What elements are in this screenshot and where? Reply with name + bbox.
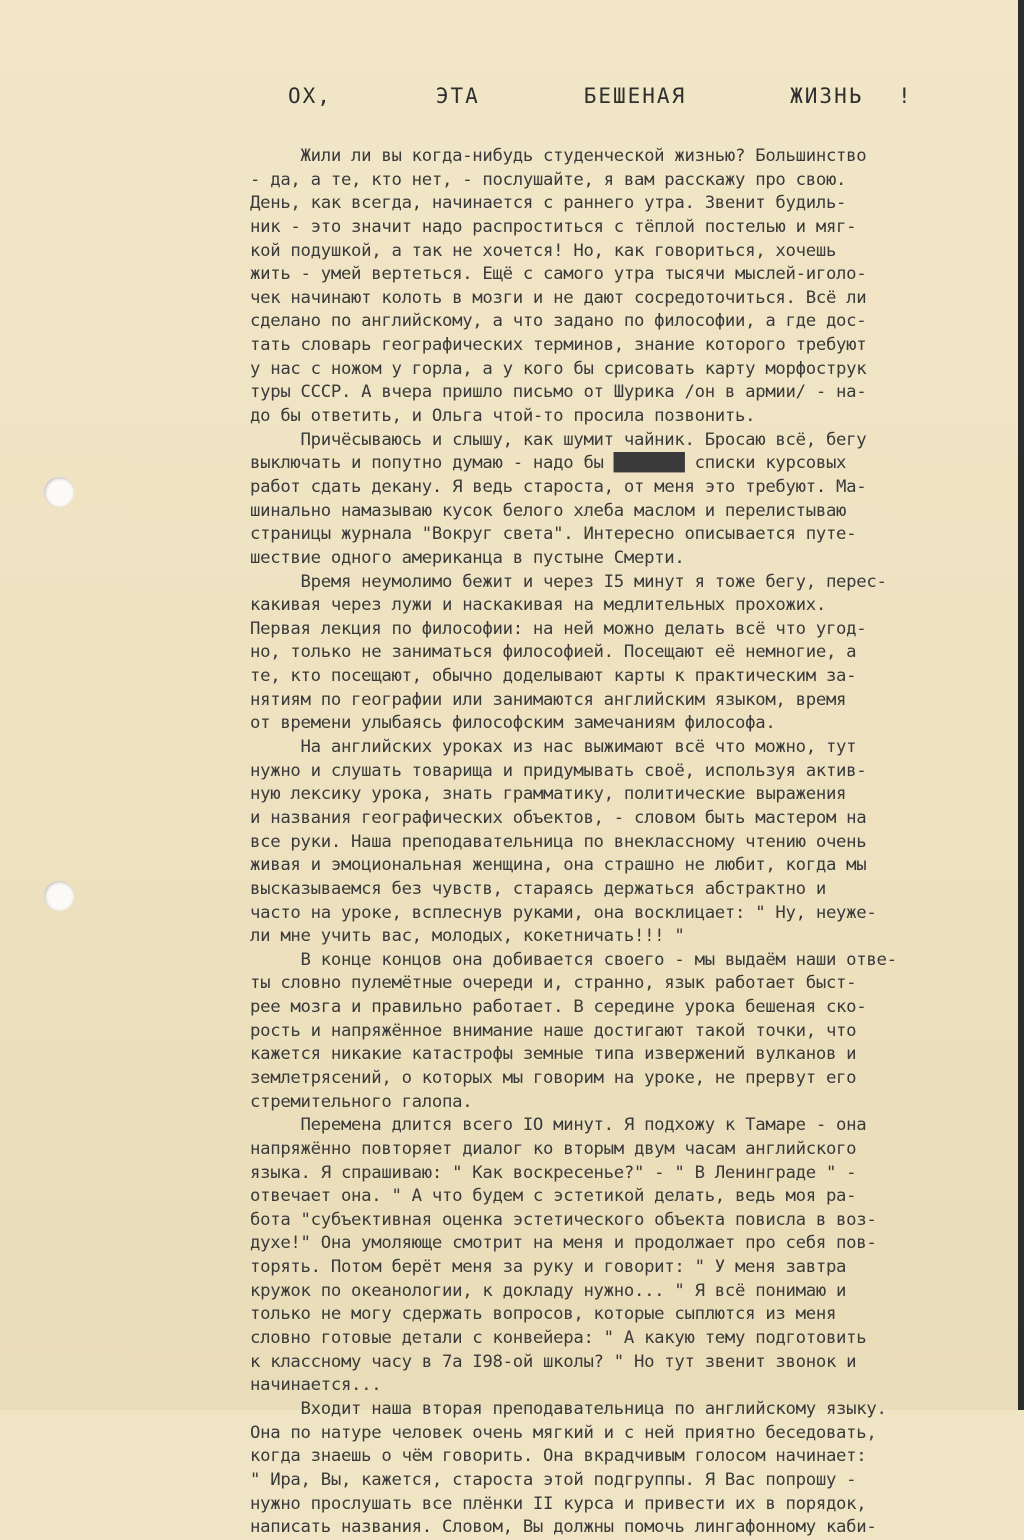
text-line: и названия географических объектов, - словом быть мастером на bbox=[250, 807, 867, 828]
text-line: словно готовые детали с конвейера: " А какую тему подготовить bbox=[250, 1328, 867, 1349]
text-line: ли мне учить вас, молодых, кокетничать!!! " bbox=[250, 926, 685, 947]
text-line: духе!" Она умоляюще смотрит на меня и продолжает про себя пов- bbox=[250, 1233, 877, 1254]
punch-hole bbox=[44, 881, 74, 911]
text-line: туры СССР. А вчера пришло письмо от Шурика /он в армии/ - на- bbox=[250, 382, 867, 403]
text-line: Жили ли вы когда-нибудь студенческой жизнью? Большинство bbox=[250, 146, 867, 166]
text-line: работ сдать декану. Я ведь староста, от меня это требуют. Ма- bbox=[250, 476, 867, 497]
text-line: День, как всегда, начинается с раннего утра. Звенит будиль- bbox=[250, 193, 847, 214]
text-line: - да, а те, кто нет, - послушайте, я вам расскажу про свою. bbox=[250, 169, 847, 190]
text-line: до бы ответить, и Ольга чтой-то просила позвонить. bbox=[250, 406, 756, 427]
text-line: На английских уроках из нас выжимают всё что можно, тут bbox=[250, 737, 857, 758]
text-line: от времени улыбаясь философским замечаниям философа. bbox=[250, 713, 776, 734]
text-line: шествие одного американца в пустыне Смерти. bbox=[250, 547, 685, 568]
text-line: нужно и слушать товарища и придумывать своё, используя актив- bbox=[250, 760, 867, 781]
text-line: тать словарь географических терминов, знание которого требуют bbox=[250, 335, 867, 356]
text-line: выключать и попутно думаю - надо бы ███████ списки курсовых bbox=[250, 453, 847, 474]
text-line: когда знаешь о чём говорить. Она вкрадчивым голосом начинает: bbox=[250, 1446, 867, 1467]
text-line: чек начинают колоть в мозги и не дают сосредоточиться. Всё ли bbox=[250, 287, 867, 308]
text-line: написать названия. Словом, Вы должны помочь лингафонному каби- bbox=[250, 1517, 877, 1538]
text-line: нятиям по географии или занимаются английским языком, время bbox=[250, 689, 847, 710]
text-line: все руки. Наша преподавательница по внеклассному чтению очень bbox=[250, 831, 867, 852]
text-line: начинается... bbox=[250, 1375, 382, 1396]
text-line: сделано по английскому, а что задано по философии, а где дос- bbox=[250, 311, 867, 332]
text-line: ты словно пулемётные очереди и, странно, язык работает быст- bbox=[250, 973, 857, 994]
text-line: только не могу сдержать вопросов, которые сыплются из меня bbox=[250, 1304, 837, 1325]
text-line: торять. Потом берёт меня за руку и говорит: " У меня завтра bbox=[250, 1257, 847, 1278]
text-line: у нас с ножом у горла, а у кого бы срисовать карту морфострук bbox=[250, 358, 867, 379]
text-line: Входит наша вторая преподавательница по английскому языку. bbox=[250, 1398, 887, 1419]
text-line: В конце концов она добивается своего - мы выдаём наши отве- bbox=[250, 949, 897, 970]
text-line: к классному часу в 7а I98-ой школы? " Но тут звенит звонок и bbox=[250, 1351, 857, 1372]
text-line: рость и напряжённое внимание наше достигают такой точки, что bbox=[250, 1020, 857, 1041]
text-line: Время неумолимо бежит и через I5 минут я тоже бегу, перес- bbox=[250, 571, 887, 592]
text-line: нужно прослушать все плёнки II курса и привести их в порядок, bbox=[250, 1493, 867, 1514]
text-line: кружок по океанологии, к докладу нужно... " Я всё понимаю и bbox=[250, 1280, 847, 1301]
text-line: кажется никакие катастрофы земные типа извержений вулканов и bbox=[250, 1044, 857, 1065]
text-line: жить - умей вертеться. Ещё с самого утра тысячи мыслей-иголо- bbox=[250, 264, 867, 285]
text-line: Причёсываюсь и слышу, как шумит чайник. Бросаю всё, бегу bbox=[250, 429, 867, 450]
text-line: высказываемся без чувств, стараясь держаться абстрактно и bbox=[250, 878, 826, 899]
text-line: Перемена длится всего IO минут. Я подхожу к Тамаре - она bbox=[250, 1115, 867, 1136]
text-line: шинально намазываю кусок белого хлеба маслом и перелистываю bbox=[250, 500, 847, 521]
text-line: но, только не заниматься философией. Посещают её немногие, а bbox=[250, 642, 857, 663]
document-title: ОХ, ЭТА БЕШЕНАЯ ЖИЗНЬ ! bbox=[288, 84, 913, 108]
text-line: напряжённо повторяет диалог ко вторым двум часам английского bbox=[250, 1138, 857, 1159]
text-line: живая и эмоциональная женщина, она страшно не любит, когда мы bbox=[250, 855, 867, 876]
text-line: стремительного галопа. bbox=[250, 1091, 473, 1112]
document-body bbox=[250, 145, 1020, 1540]
text-line: Первая лекция по философии: на ней можно делать всё что угод- bbox=[250, 618, 867, 639]
text-line: рее мозга и правильно работает. В середине урока бешеная ско- bbox=[250, 997, 867, 1018]
text-line: языка. Я спрашиваю: " Как воскресенье?" - " В Ленинграде " - bbox=[250, 1162, 857, 1183]
text-line: ник - это значит надо распроститься с тёплой постелью и мяг- bbox=[250, 216, 857, 237]
text-line: часто на уроке, всплеснув руками, она восклицает: " Ну, неуже- bbox=[250, 902, 877, 923]
text-line: страницы журнала "Вокруг света". Интересно описывается путе- bbox=[250, 524, 857, 545]
text-line: те, кто посещают, обычно доделывают карты к практическим за- bbox=[250, 666, 857, 687]
text-line: кой подушкой, а так не хочется! Но, как говориться, хочешь bbox=[250, 240, 837, 261]
text-line: ную лексику урока, знать грамматику, политические выражения bbox=[250, 784, 847, 805]
text-line: отвечает она. " А что будем с эстетикой делать, ведь моя ра- bbox=[250, 1186, 857, 1207]
text-line: какивая через лужи и наскакивая на медлительных прохожих. bbox=[250, 595, 826, 616]
text-line: бота "субъективная оценка эстетического объекта повисла в воз- bbox=[250, 1209, 877, 1230]
text-line: землетрясений, о которых мы говорим на уроке, не прервут его bbox=[250, 1067, 857, 1088]
punch-hole bbox=[44, 477, 74, 507]
text-line: Она по натуре человек очень мягкий и с ней приятно беседовать, bbox=[250, 1422, 877, 1443]
text-line: " Ира, Вы, кажется, староста этой подгруппы. Я Вас попрошу - bbox=[250, 1469, 857, 1490]
